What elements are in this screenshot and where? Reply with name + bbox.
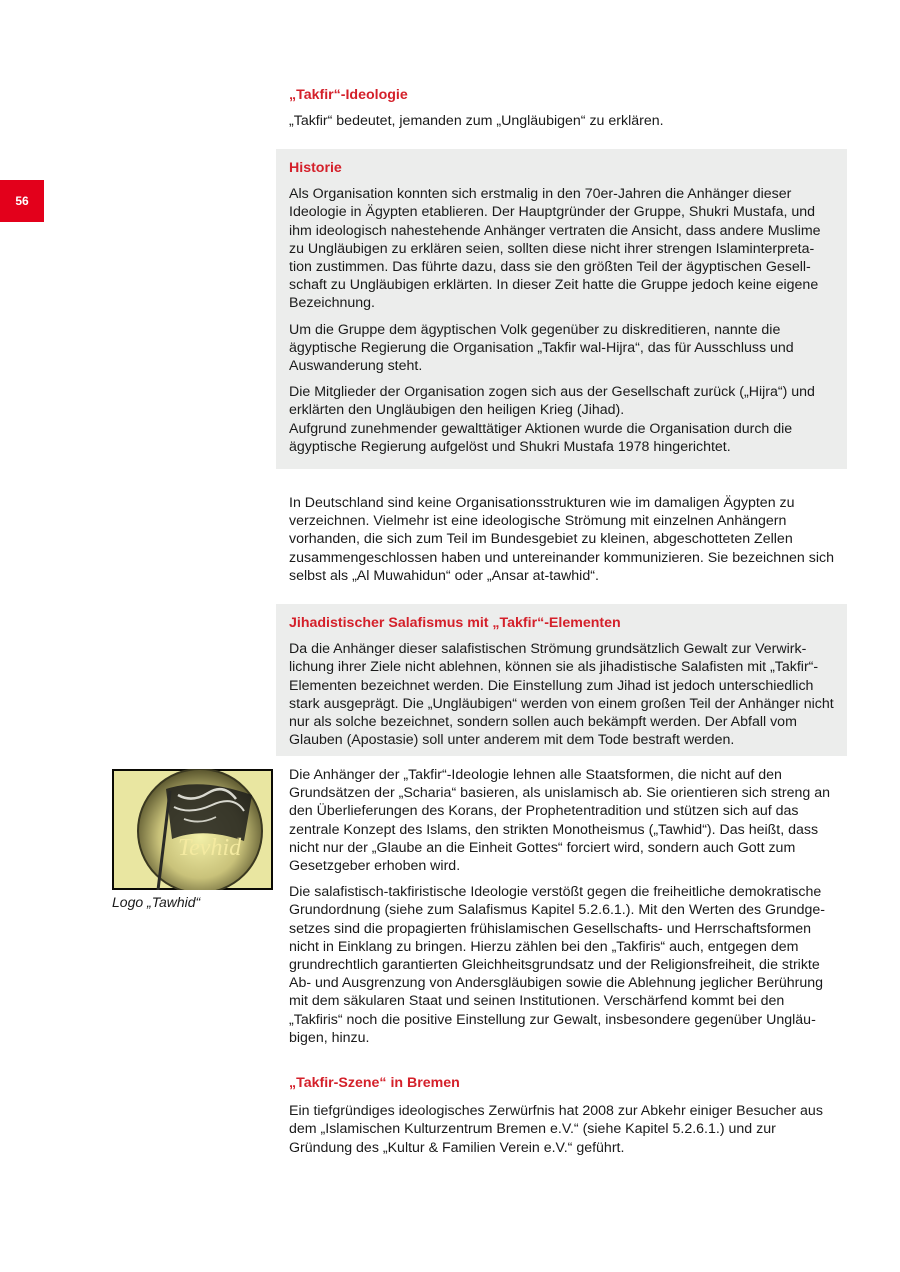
historie-paragraph-1: Als Organisation konnten sich erstmalig in den 70er-Jahren die Anhänger dieser Ideologie in Ägypten etablieren. Der Hauptgründer der Gruppe, Shukri Mustafa, und ihm ideologisch nahestehende Anhänger vertraten die Ansicht, dass andere Muslime zu Ungläubigen zu erklären seien, sollten diese nicht ihrer strengen Islaminterpreta-tion zustimmen. Das führte dazu, dass sie den größten Teil der ägyptischen Gesell-schaft zu Ungläubigen erklärten. In dieser Zeit hatte die Gruppe jedoch keine eigene Bezeichnung.: [289, 186, 821, 312]
deutschland-paragraph: In Deutschland sind keine Organisationsstrukturen wie im damaligen Ägypten zu verzeichnen. Vielmehr ist eine ideologische Strömung mit einzelnen Anhängern vorhanden, die sich zum Teil im Bundesgebiet zu kleinen, abgeschotteten Zellen zusammengeschlossen haben und untereinander kommunizieren. Sie bezeichnen sich selbst als „Al Muwahidun“ oder „Ansar at-tawhid“.: [289, 495, 834, 584]
historie-box: [276, 149, 847, 469]
tawhid-logo-image: [112, 769, 273, 890]
tawhid-logo-graphic: [112, 769, 273, 890]
historie-paragraph-2: Um die Gruppe dem ägyptischen Volk gegenüber zu diskreditieren, nannte die ägyptische Regierung die Organisation „Takfir wal-Hijra“, das für Ausschluss und Auswanderung steht.: [289, 321, 794, 375]
jihadist-paragraph: Da die Anhänger dieser salafistischen Strömung grundsätzlich Gewalt zur Verwirk-lichung ihrer Ziele nicht ablehnen, können sie als jihadistische Salafisten mit „Takfir“-Elementen bezeichnet werden. Die Einstellung zum Jihad ist jedoch unterschiedlich stark ausgeprägt. Die „Ungläubigen“ werden von einem großen Teil der Anhänger nicht nur als solche bezeichnet, sondern sollen auch bekämpft werden. Der Abfall vom Glauben (Apostasie) soll unter anderem mit dem Tode bestraft werden.: [289, 641, 834, 749]
staatsformen-paragraph-1: Die Anhänger der „Takfir“-Ideologie lehnen alle Staatsformen, die nicht auf den Grundsätzen der „Scharia“ basieren, als unislamisch ab. Sie orientieren sich streng an den Überlieferungen des Korans, der Prophetentradition und stützen sich auf das zentrale Konzept des Islams, den strikten Monotheismus („Tawhid“). Das heißt, dass nicht nur der „Glaube an die Einheit Gottes“ forciert wird, sondern auch Gott zum Gesetzgeber erhoben wird.: [289, 767, 830, 875]
page-number: 56: [15, 193, 29, 208]
bremen-section: [289, 1074, 837, 1157]
bremen-heading: „Takfir-Szene“ in Bremen: [289, 1075, 460, 1091]
staatsformen-section: [289, 766, 837, 1047]
historie-paragraph-3: [289, 383, 837, 456]
takfir-ideology-section: [289, 86, 837, 130]
historie-paragraph-3a: Die Mitglieder der Organisation zogen sich aus der Gesellschaft zurück („Hijra“) und erklärten den Ungläubigen den heiligen Krieg (Jihad).: [289, 384, 815, 419]
tevhid-logo-text: Tevhid: [178, 835, 242, 861]
page-number-tab: [0, 180, 44, 222]
section-heading-takfir: „Takfir“-Ideologie: [289, 87, 408, 103]
deutschland-section: [289, 494, 837, 585]
staatsformen-paragraph-2: Die salafistisch-takfiristische Ideologie verstößt gegen die freiheitliche demokratische Grundordnung (siehe zum Salafismus Kapitel 5.2.6.1.). Mit den Werten des Grundge-setzes sind die propagierten frühislamischen Gesellschafts- und Herrschaftsformen nicht in Einklang zu bringen. Hierzu zählen bei den „Takfiris“ auch, entgegen dem grundrechtlich garantierten Gleichheitsgrundsatz und der Religionsfreiheit, die strikte Ab- und Ausgrenzung von Andersgläubigen sowie die Ablehnung jeglicher Berührung mit dem säkularen Staat und seinen Institutionen. Verschärfend kommt bei den „Takfiris“ noch die positive Einstellung zur Gewalt, insbesondere gegenüber Ungläu-bigen, hinzu.: [289, 884, 825, 1046]
logo-caption: Logo „Tawhid“: [112, 894, 201, 910]
bremen-paragraph: Ein tiefgründiges ideologisches Zerwürfnis hat 2008 zur Abkehr einiger Besucher aus dem „Islamischen Kulturzentrum Bremen e.V.“ (siehe Kapitel 5.2.6.1.) und zur Gründung des „Kultur & Familien Verein e.V.“ geführt.: [289, 1103, 823, 1156]
takfir-definition: „Takfir“ bedeutet, jemanden zum „Ungläubigen“ zu erklären.: [289, 113, 664, 130]
jihadist-box: [276, 604, 847, 756]
jihadist-heading: Jihadistischer Salafismus mit „Takfir“-Elementen: [289, 615, 621, 631]
historie-paragraph-3b: Aufgrund zunehmender gewalttätiger Aktionen wurde die Organisation durch die ägyptische Regierung aufgelöst und Shukri Mustafa 1978 hingerichtet.: [289, 420, 793, 455]
historie-heading: Historie: [289, 160, 342, 176]
